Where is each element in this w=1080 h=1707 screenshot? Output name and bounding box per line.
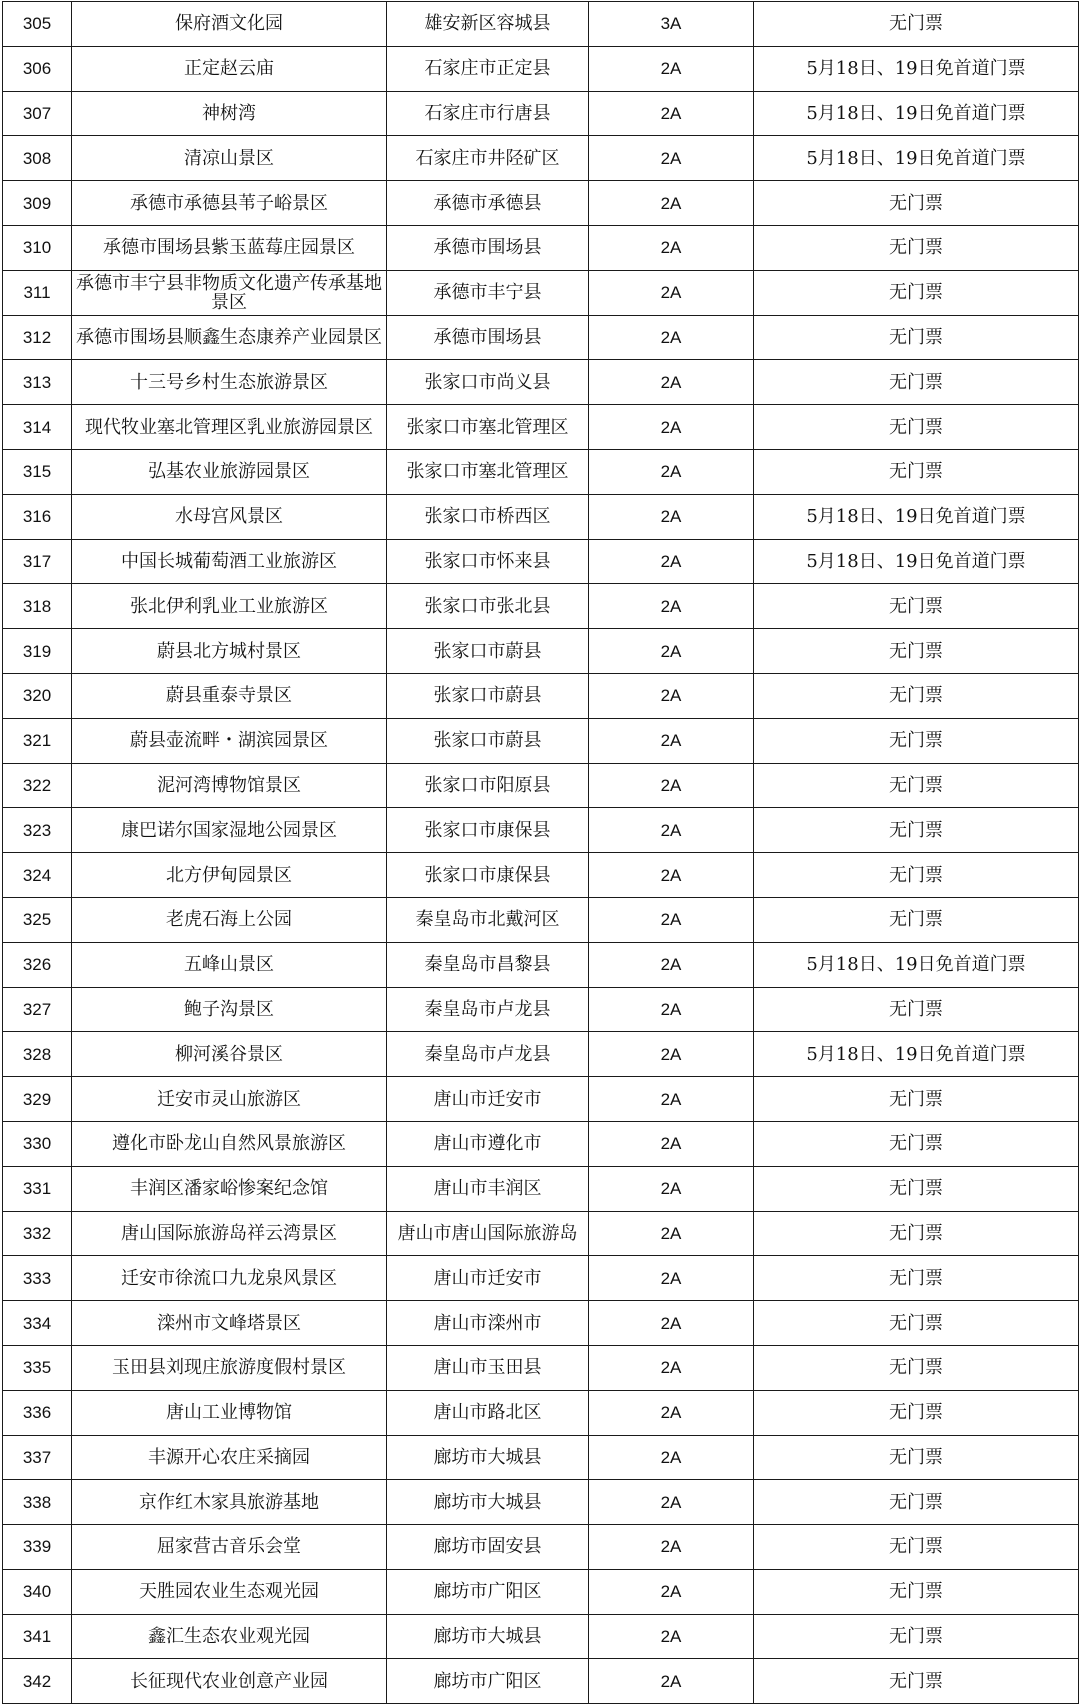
- row-number-cell: 312: [3, 315, 72, 360]
- row-number-cell: 325: [3, 897, 72, 942]
- table-row: [3, 853, 1079, 898]
- location-cell: 廊坊市广阳区: [387, 1659, 589, 1704]
- location-cell: 张家口市蔚县: [387, 673, 589, 718]
- scenic-name-cell: 承德市丰宁县非物质文化遗产传承基地景区: [72, 270, 387, 315]
- scenic-name-cell: 鲍子沟景区: [72, 987, 387, 1032]
- location-cell: 承德市丰宁县: [387, 270, 589, 315]
- scenic-name-cell: 迁安市灵山旅游区: [72, 1077, 387, 1122]
- ticket-policy-cell: 无门票: [754, 315, 1079, 360]
- ticket-policy-cell: 无门票: [754, 1480, 1079, 1525]
- row-number-cell: 340: [3, 1569, 72, 1614]
- scenic-name-cell: 承德市围场县顺鑫生态康养产业园景区: [72, 315, 387, 360]
- location-cell: 张家口市桥西区: [387, 494, 589, 539]
- row-number-cell: 309: [3, 181, 72, 226]
- grade-level-cell: 2A: [589, 673, 754, 718]
- table-row: [3, 539, 1079, 584]
- row-number-cell: 321: [3, 718, 72, 763]
- table-row: [3, 1435, 1079, 1480]
- row-number-cell: 317: [3, 539, 72, 584]
- ticket-policy-cell: 无门票: [754, 897, 1079, 942]
- location-cell: 雄安新区容城县: [387, 2, 589, 47]
- table-row: [3, 494, 1079, 539]
- location-cell: 承德市围场县: [387, 225, 589, 270]
- ticket-policy-cell: 5月18日、19日免首道门票: [754, 91, 1079, 136]
- row-number-cell: 338: [3, 1480, 72, 1525]
- scenic-name-cell: 丰源开心农庄采摘园: [72, 1435, 387, 1480]
- grade-level-cell: 2A: [589, 91, 754, 136]
- location-cell: 承德市承德县: [387, 181, 589, 226]
- ticket-policy-cell: 无门票: [754, 1301, 1079, 1346]
- location-cell: 唐山市丰润区: [387, 1166, 589, 1211]
- scenic-name-cell: 蔚县北方城村景区: [72, 629, 387, 674]
- location-cell: 石家庄市正定县: [387, 46, 589, 91]
- scenic-name-cell: 现代牧业塞北管理区乳业旅游园景区: [72, 405, 387, 450]
- location-cell: 张家口市蔚县: [387, 718, 589, 763]
- location-cell: 张家口市蔚县: [387, 629, 589, 674]
- row-number-cell: 330: [3, 1121, 72, 1166]
- ticket-policy-cell: 无门票: [754, 853, 1079, 898]
- grade-level-cell: 2A: [589, 494, 754, 539]
- ticket-policy-cell: 5月18日、19日免首道门票: [754, 1032, 1079, 1077]
- row-number-cell: 337: [3, 1435, 72, 1480]
- ticket-policy-cell: 无门票: [754, 1166, 1079, 1211]
- row-number-cell: 314: [3, 405, 72, 450]
- grade-level-cell: 2A: [589, 1480, 754, 1525]
- ticket-policy-cell: 无门票: [754, 673, 1079, 718]
- scenic-spot-table: [2, 1, 1079, 1704]
- location-cell: 石家庄市井陉矿区: [387, 136, 589, 181]
- ticket-policy-cell: 5月18日、19日免首道门票: [754, 539, 1079, 584]
- ticket-policy-cell: 无门票: [754, 1659, 1079, 1704]
- scenic-name-cell: 保府酒文化园: [72, 2, 387, 47]
- table-row: [3, 1390, 1079, 1435]
- row-number-cell: 333: [3, 1256, 72, 1301]
- scenic-name-cell: 正定赵云庙: [72, 46, 387, 91]
- scenic-name-cell: 迁安市徐流口九龙泉风景区: [72, 1256, 387, 1301]
- scenic-name-cell: 鑫汇生态农业观光园: [72, 1614, 387, 1659]
- table-row: [3, 360, 1079, 405]
- row-number-cell: 316: [3, 494, 72, 539]
- location-cell: 张家口市怀来县: [387, 539, 589, 584]
- location-cell: 石家庄市行唐县: [387, 91, 589, 136]
- scenic-name-cell: 蔚县重泰寺景区: [72, 673, 387, 718]
- scenic-name-cell: 弘基农业旅游园景区: [72, 449, 387, 494]
- row-number-cell: 326: [3, 942, 72, 987]
- grade-level-cell: 2A: [589, 539, 754, 584]
- table-row: [3, 673, 1079, 718]
- row-number-cell: 320: [3, 673, 72, 718]
- scenic-name-cell: 老虎石海上公园: [72, 897, 387, 942]
- grade-level-cell: 2A: [589, 315, 754, 360]
- row-number-cell: 308: [3, 136, 72, 181]
- table-row: [3, 315, 1079, 360]
- row-number-cell: 318: [3, 584, 72, 629]
- scenic-name-cell: 承德市围场县紫玉蓝莓庄园景区: [72, 225, 387, 270]
- grade-level-cell: 2A: [589, 46, 754, 91]
- scenic-name-cell: 天胜园农业生态观光园: [72, 1569, 387, 1614]
- row-number-cell: 324: [3, 853, 72, 898]
- ticket-policy-cell: 无门票: [754, 1256, 1079, 1301]
- ticket-policy-cell: 无门票: [754, 1121, 1079, 1166]
- table-row: [3, 629, 1079, 674]
- location-cell: 廊坊市固安县: [387, 1525, 589, 1570]
- row-number-cell: 339: [3, 1525, 72, 1570]
- grade-level-cell: 2A: [589, 360, 754, 405]
- row-number-cell: 315: [3, 449, 72, 494]
- scenic-name-cell: 神树湾: [72, 91, 387, 136]
- grade-level-cell: 2A: [589, 763, 754, 808]
- grade-level-cell: 2A: [589, 1121, 754, 1166]
- table-row: [3, 1032, 1079, 1077]
- row-number-cell: 319: [3, 629, 72, 674]
- grade-level-cell: 2A: [589, 1166, 754, 1211]
- table-row: [3, 1569, 1079, 1614]
- scenic-name-cell: 水母宫风景区: [72, 494, 387, 539]
- scenic-name-cell: 承德市承德县苇子峪景区: [72, 181, 387, 226]
- table-row: [3, 136, 1079, 181]
- scenic-name-cell: 滦州市文峰塔景区: [72, 1301, 387, 1346]
- row-number-cell: 341: [3, 1614, 72, 1659]
- ticket-policy-cell: 5月18日、19日免首道门票: [754, 942, 1079, 987]
- table-row: [3, 1077, 1079, 1122]
- location-cell: 张家口市张北县: [387, 584, 589, 629]
- table-row: [3, 987, 1079, 1032]
- location-cell: 唐山市路北区: [387, 1390, 589, 1435]
- table-row: [3, 1525, 1079, 1570]
- grade-level-cell: 2A: [589, 1345, 754, 1390]
- grade-level-cell: 2A: [589, 1435, 754, 1480]
- scenic-name-cell: 柳河溪谷景区: [72, 1032, 387, 1077]
- ticket-policy-cell: 无门票: [754, 808, 1079, 853]
- row-number-cell: 322: [3, 763, 72, 808]
- scenic-name-cell: 清凉山景区: [72, 136, 387, 181]
- location-cell: 唐山市遵化市: [387, 1121, 589, 1166]
- location-cell: 唐山市滦州市: [387, 1301, 589, 1346]
- scenic-name-cell: 遵化市卧龙山自然风景旅游区: [72, 1121, 387, 1166]
- scenic-name-cell: 丰润区潘家峪惨案纪念馆: [72, 1166, 387, 1211]
- row-number-cell: 328: [3, 1032, 72, 1077]
- grade-level-cell: 2A: [589, 1659, 754, 1704]
- location-cell: 张家口市尚义县: [387, 360, 589, 405]
- location-cell: 张家口市阳原县: [387, 763, 589, 808]
- row-number-cell: 342: [3, 1659, 72, 1704]
- table-body: [3, 2, 1079, 1704]
- table-row: [3, 1480, 1079, 1525]
- ticket-policy-cell: 无门票: [754, 270, 1079, 315]
- ticket-policy-cell: 无门票: [754, 405, 1079, 450]
- location-cell: 张家口市康保县: [387, 853, 589, 898]
- grade-level-cell: 2A: [589, 942, 754, 987]
- table-row: [3, 2, 1079, 47]
- location-cell: 廊坊市大城县: [387, 1480, 589, 1525]
- scenic-name-cell: 十三号乡村生态旅游景区: [72, 360, 387, 405]
- scenic-name-cell: 康巴诺尔国家湿地公园景区: [72, 808, 387, 853]
- row-number-cell: 323: [3, 808, 72, 853]
- table-row: [3, 225, 1079, 270]
- location-cell: 廊坊市大城县: [387, 1614, 589, 1659]
- location-cell: 秦皇岛市卢龙县: [387, 987, 589, 1032]
- table-row: [3, 942, 1079, 987]
- ticket-policy-cell: 5月18日、19日免首道门票: [754, 136, 1079, 181]
- table-row: [3, 1166, 1079, 1211]
- location-cell: 张家口市康保县: [387, 808, 589, 853]
- ticket-policy-cell: 无门票: [754, 1435, 1079, 1480]
- ticket-policy-cell: 无门票: [754, 449, 1079, 494]
- grade-level-cell: 2A: [589, 1256, 754, 1301]
- table-row: [3, 584, 1079, 629]
- ticket-policy-cell: 无门票: [754, 763, 1079, 808]
- row-number-cell: 336: [3, 1390, 72, 1435]
- table-row: [3, 270, 1079, 315]
- ticket-policy-cell: 5月18日、19日免首道门票: [754, 494, 1079, 539]
- grade-level-cell: 2A: [589, 584, 754, 629]
- table-row: [3, 1256, 1079, 1301]
- row-number-cell: 307: [3, 91, 72, 136]
- table-row: [3, 449, 1079, 494]
- grade-level-cell: 2A: [589, 1077, 754, 1122]
- ticket-policy-cell: 无门票: [754, 1077, 1079, 1122]
- grade-level-cell: 2A: [589, 405, 754, 450]
- ticket-policy-cell: 无门票: [754, 1211, 1079, 1256]
- scenic-name-cell: 长征现代农业创意产业园: [72, 1659, 387, 1704]
- table-row: [3, 1121, 1079, 1166]
- ticket-policy-cell: 5月18日、19日免首道门票: [754, 46, 1079, 91]
- scenic-name-cell: 张北伊利乳业工业旅游区: [72, 584, 387, 629]
- grade-level-cell: 2A: [589, 136, 754, 181]
- grade-level-cell: 3A: [589, 2, 754, 47]
- ticket-policy-cell: 无门票: [754, 1614, 1079, 1659]
- scenic-name-cell: 玉田县刘现庄旅游度假村景区: [72, 1345, 387, 1390]
- grade-level-cell: 2A: [589, 1211, 754, 1256]
- location-cell: 唐山市玉田县: [387, 1345, 589, 1390]
- row-number-cell: 313: [3, 360, 72, 405]
- scenic-name-cell: 唐山国际旅游岛祥云湾景区: [72, 1211, 387, 1256]
- location-cell: 唐山市唐山国际旅游岛: [387, 1211, 589, 1256]
- location-cell: 廊坊市大城县: [387, 1435, 589, 1480]
- row-number-cell: 310: [3, 225, 72, 270]
- grade-level-cell: 2A: [589, 1301, 754, 1346]
- grade-level-cell: 2A: [589, 897, 754, 942]
- location-cell: 张家口市塞北管理区: [387, 449, 589, 494]
- scenic-name-cell: 北方伊甸园景区: [72, 853, 387, 898]
- table-row: [3, 1345, 1079, 1390]
- location-cell: 承德市围场县: [387, 315, 589, 360]
- ticket-policy-cell: 无门票: [754, 987, 1079, 1032]
- grade-level-cell: 2A: [589, 853, 754, 898]
- location-cell: 廊坊市广阳区: [387, 1569, 589, 1614]
- row-number-cell: 332: [3, 1211, 72, 1256]
- grade-level-cell: 2A: [589, 629, 754, 674]
- table-row: [3, 897, 1079, 942]
- ticket-policy-cell: 无门票: [754, 181, 1079, 226]
- table-row: [3, 1659, 1079, 1704]
- location-cell: 唐山市迁安市: [387, 1077, 589, 1122]
- ticket-policy-cell: 无门票: [754, 1525, 1079, 1570]
- row-number-cell: 306: [3, 46, 72, 91]
- grade-level-cell: 2A: [589, 1614, 754, 1659]
- location-cell: 秦皇岛市北戴河区: [387, 897, 589, 942]
- grade-level-cell: 2A: [589, 225, 754, 270]
- ticket-policy-cell: 无门票: [754, 718, 1079, 763]
- ticket-policy-cell: 无门票: [754, 360, 1079, 405]
- location-cell: 秦皇岛市卢龙县: [387, 1032, 589, 1077]
- table-row: [3, 718, 1079, 763]
- grade-level-cell: 2A: [589, 181, 754, 226]
- ticket-policy-cell: 无门票: [754, 2, 1079, 47]
- row-number-cell: 334: [3, 1301, 72, 1346]
- row-number-cell: 329: [3, 1077, 72, 1122]
- row-number-cell: 331: [3, 1166, 72, 1211]
- location-cell: 张家口市塞北管理区: [387, 405, 589, 450]
- location-cell: 秦皇岛市昌黎县: [387, 942, 589, 987]
- table-row: [3, 181, 1079, 226]
- table-row: [3, 405, 1079, 450]
- scenic-name-cell: 五峰山景区: [72, 942, 387, 987]
- ticket-policy-cell: 无门票: [754, 629, 1079, 674]
- grade-level-cell: 2A: [589, 987, 754, 1032]
- grade-level-cell: 2A: [589, 1569, 754, 1614]
- grade-level-cell: 2A: [589, 1032, 754, 1077]
- scenic-name-cell: 唐山工业博物馆: [72, 1390, 387, 1435]
- scenic-name-cell: 蔚县壶流畔・湖滨园景区: [72, 718, 387, 763]
- table-row: [3, 1301, 1079, 1346]
- row-number-cell: 327: [3, 987, 72, 1032]
- grade-level-cell: 2A: [589, 449, 754, 494]
- grade-level-cell: 2A: [589, 270, 754, 315]
- grade-level-cell: 2A: [589, 808, 754, 853]
- table-row: [3, 46, 1079, 91]
- ticket-policy-cell: 无门票: [754, 584, 1079, 629]
- table-row: [3, 763, 1079, 808]
- ticket-policy-cell: 无门票: [754, 1345, 1079, 1390]
- grade-level-cell: 2A: [589, 718, 754, 763]
- row-number-cell: 335: [3, 1345, 72, 1390]
- scenic-name-cell: 中国长城葡萄酒工业旅游区: [72, 539, 387, 584]
- location-cell: 唐山市迁安市: [387, 1256, 589, 1301]
- table-row: [3, 1614, 1079, 1659]
- grade-level-cell: 2A: [589, 1390, 754, 1435]
- grade-level-cell: 2A: [589, 1525, 754, 1570]
- scenic-name-cell: 屈家营古音乐会堂: [72, 1525, 387, 1570]
- row-number-cell: 311: [3, 270, 72, 315]
- table-row: [3, 91, 1079, 136]
- ticket-policy-cell: 无门票: [754, 1390, 1079, 1435]
- table-row: [3, 1211, 1079, 1256]
- ticket-policy-cell: 无门票: [754, 225, 1079, 270]
- scenic-name-cell: 泥河湾博物馆景区: [72, 763, 387, 808]
- ticket-policy-cell: 无门票: [754, 1569, 1079, 1614]
- scenic-name-cell: 京作红木家具旅游基地: [72, 1480, 387, 1525]
- table-row: [3, 808, 1079, 853]
- row-number-cell: 305: [3, 2, 72, 47]
